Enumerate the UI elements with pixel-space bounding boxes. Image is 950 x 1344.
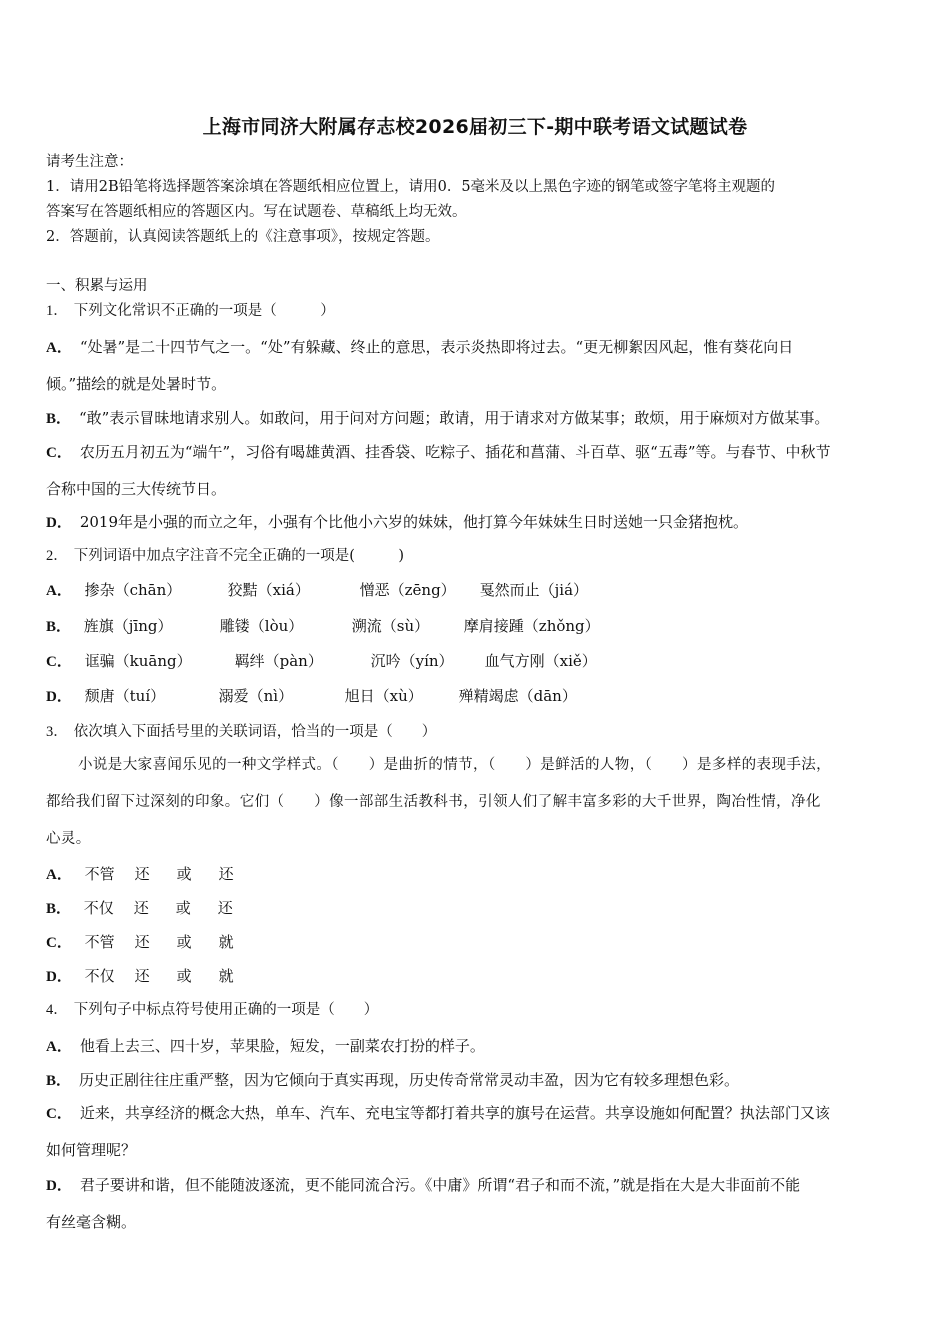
- option-word: 沉吟（yín）: [370, 652, 454, 670]
- passage-line: 都给我们留下过深刻的印象。它们（ ）像一部部生活教科书，引领人们了解丰富多彩的大千世界，陶冶性情，净化: [46, 794, 821, 810]
- option-word: 或: [176, 967, 192, 985]
- question-2-stem: [46, 546, 404, 566]
- option-label: B．: [46, 1073, 72, 1089]
- notice-line: 1．请用2B铅笔将选择题答案涂填在答题纸相应位置上，请用0．5毫米及以上黑色字迹的钢笔或签字笔将主观题的: [46, 179, 776, 195]
- question-3-stem: [46, 722, 436, 742]
- option-word: 就: [218, 933, 234, 951]
- q1-option-c: [46, 442, 831, 463]
- option-word: 戛然而止（jiá）: [479, 581, 589, 599]
- option-word: 狡黠（xiá）: [227, 581, 310, 599]
- q2-option-d: [46, 686, 577, 707]
- q3-option-c: [46, 932, 234, 953]
- option-text: “敢”表示冒昧地请求别人。如敢问，用于问对方问题；敢请，用于请求对方做某事；敢烦，用于麻烦对方做某事。: [79, 409, 830, 427]
- option-text: 近来，共享经济的概念大热，单车、汽车、充电宝等都打着共享的旗号在运营。共享设施如何配置？执法部门又该: [79, 1104, 830, 1122]
- question-number: 2．: [46, 548, 68, 564]
- passage-line: 心灵。: [46, 831, 91, 847]
- notice-line: 答案写在答题纸相应的答题区内。写在试题卷、草稿纸上均无效。: [46, 204, 467, 220]
- question-number: 4．: [46, 1002, 68, 1018]
- q3-option-b: [46, 898, 233, 919]
- option-word: 旭日（xù）: [344, 687, 423, 705]
- question-4-stem: [46, 1000, 378, 1020]
- option-label: C．: [46, 654, 72, 670]
- option-word: 血气方刚（xiě）: [484, 652, 597, 670]
- option-label: C．: [46, 445, 72, 461]
- question-text: 依次填入下面括号里的关联词语，恰当的一项是（ ）: [73, 724, 437, 740]
- option-label: A．: [46, 340, 72, 356]
- option-text: 农历五月初五为“端午”，习俗有喝雄黄酒、挂香袋、吃粽子、插花和菖蒲、斗百草、驱“五毒”等。与春节、中秋节: [79, 443, 831, 461]
- option-label: B．: [46, 411, 72, 427]
- question-number: 1．: [46, 303, 68, 319]
- passage-line: 小说是大家喜闻乐见的一种文学样式。（ ）是曲折的情节，（ ）是鲜活的人物，（ ）是多样的表现手法，: [78, 757, 832, 773]
- option-word: 还: [217, 899, 233, 917]
- option-word: 羁绊（pàn）: [234, 652, 323, 670]
- option-label: A．: [46, 867, 72, 883]
- q4-option-a: [46, 1036, 485, 1057]
- option-label: D．: [46, 1178, 72, 1194]
- q4-option-c-cont: 如何管理呢？: [46, 1141, 137, 1159]
- question-text: 下列词语中加点字注音不完全正确的一项是( ): [73, 548, 405, 564]
- option-label: C．: [46, 935, 72, 951]
- option-label: A．: [46, 583, 72, 599]
- q4-option-d: [46, 1175, 800, 1196]
- option-text: 2019年是小强的而立之年，小强有个比他小六岁的妹妹，他打算今年妹妹生日时送她一只金猪抱枕。: [79, 513, 749, 531]
- q4-option-d-cont: 有丝毫含糊。: [46, 1213, 137, 1231]
- option-word: 溯流（sù）: [351, 617, 430, 635]
- option-word: 还: [218, 865, 234, 883]
- q1-option-b: [46, 408, 829, 429]
- q4-option-b: [46, 1070, 739, 1091]
- option-word: 不管: [84, 933, 115, 951]
- option-word: 诓骗（kuāng）: [84, 652, 192, 670]
- option-word: 不仅: [84, 967, 115, 985]
- option-word: 掺杂（chān）: [84, 581, 182, 599]
- option-word: 不仅: [83, 899, 114, 917]
- q1-option-a: [46, 337, 793, 358]
- option-label: D．: [46, 515, 72, 531]
- exam-title: 上海市同济大附属存志校2026届初三下-期中联考语文试题试卷: [202, 116, 748, 138]
- option-label: A．: [46, 1039, 72, 1055]
- option-word: 就: [218, 967, 234, 985]
- option-text: 历史正剧往往庄重严整，因为它倾向于真实再现，历史传奇常常灵动丰盈，因为它有较多理想色彩。: [79, 1071, 740, 1089]
- option-label: D．: [46, 689, 72, 705]
- q4-option-c: [46, 1103, 830, 1124]
- q2-option-a: [46, 580, 588, 601]
- q1-option-d: [46, 512, 748, 533]
- notice-heading: 请考生注意：: [46, 154, 133, 170]
- option-text: 君子要讲和谐，但不能随波逐流，更不能同流合污。《中庸》所谓“君子和而不流，”就是指在大是大非面前不能: [79, 1176, 801, 1194]
- option-word: 或: [176, 933, 192, 951]
- question-text: 下列文化常识不正确的一项是（ ）: [73, 303, 335, 319]
- option-label: D．: [46, 969, 72, 985]
- question-number: 3．: [46, 724, 68, 740]
- option-word: 还: [133, 899, 149, 917]
- q2-option-c: [46, 651, 597, 672]
- question-1-stem: [46, 301, 335, 321]
- q3-option-a: [46, 864, 234, 885]
- option-word: 或: [175, 899, 191, 917]
- section-heading: 一、积累与运用: [46, 278, 148, 294]
- option-label: C．: [46, 1106, 72, 1122]
- option-text: “处暑”是二十四节气之一。“处”有躲藏、终止的意思，表示炎热即将过去。“更无柳絮因风起，惟有葵花向日: [79, 338, 794, 356]
- option-word: 还: [134, 967, 150, 985]
- option-word: 或: [176, 865, 192, 883]
- option-word: 憎恶（zēng）: [359, 581, 456, 599]
- q2-option-b: [46, 616, 600, 637]
- q3-option-d: [46, 966, 234, 987]
- option-word: 旌旗（jīng）: [83, 617, 173, 635]
- option-text: 他看上去三、四十岁，苹果脸，短发，一副菜农打扮的样子。: [79, 1037, 485, 1055]
- option-word: 不管: [84, 865, 115, 883]
- option-label: B．: [46, 619, 72, 635]
- option-word: 雕镂（lòu）: [219, 617, 304, 635]
- option-word: 还: [134, 865, 150, 883]
- notice-line: 2．答题前，认真阅读答题纸上的《注意事项》，按规定答题。: [46, 229, 440, 245]
- option-word: 还: [134, 933, 150, 951]
- option-word: 殚精竭虑（dān）: [458, 687, 577, 705]
- q1-option-c-cont: 合称中国的三大传统节日。: [46, 480, 227, 498]
- question-text: 下列句子中标点符号使用正确的一项是（ ）: [73, 1002, 379, 1018]
- option-word: 溺爱（nì）: [218, 687, 294, 705]
- option-word: 颓唐（tuí）: [84, 687, 166, 705]
- option-word: 摩肩接踵（zhǒng）: [463, 617, 600, 635]
- option-label: B．: [46, 901, 72, 917]
- q1-option-a-cont: 倾。”描绘的就是处暑时节。: [46, 375, 227, 393]
